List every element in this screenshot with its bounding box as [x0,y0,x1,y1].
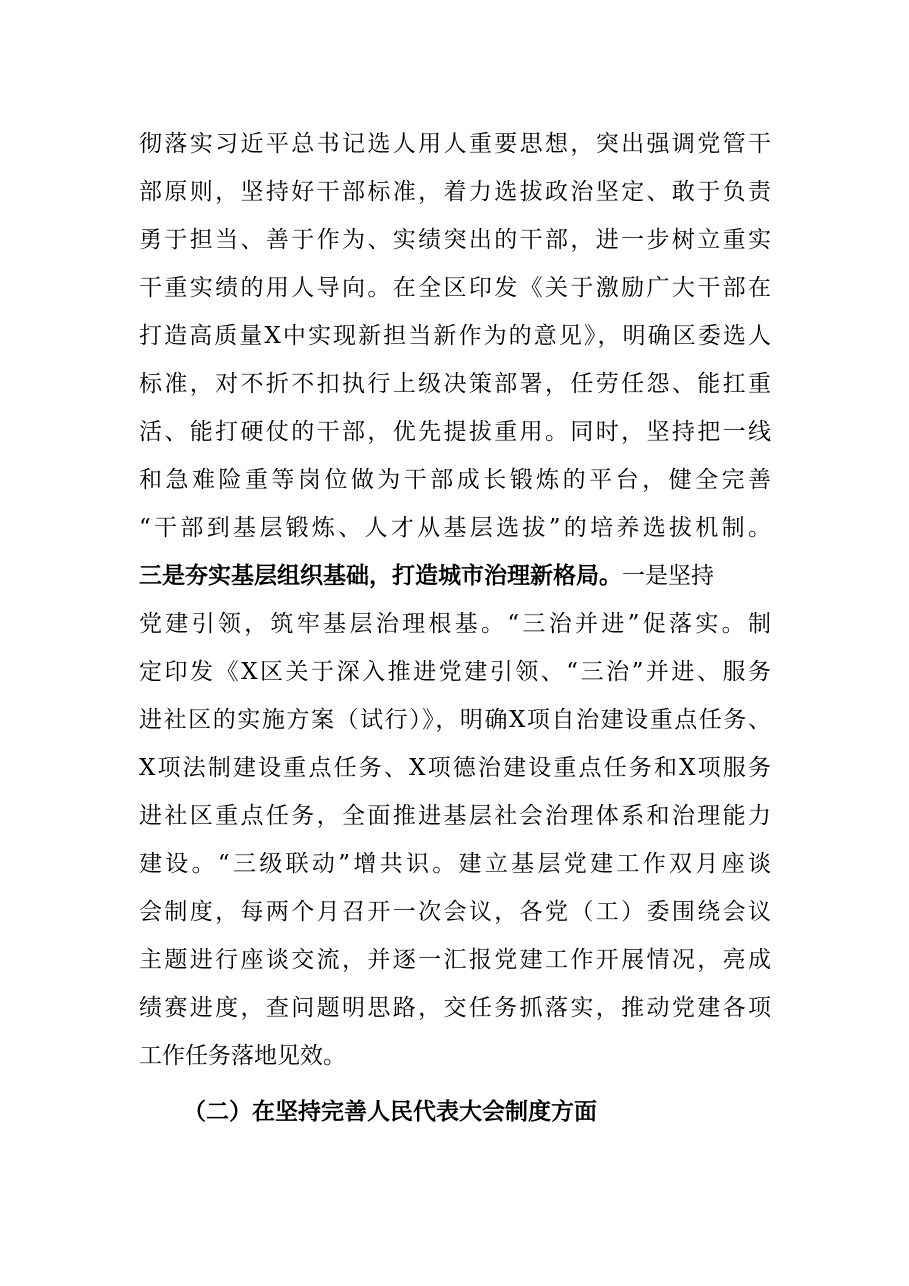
paragraph-line: 会制度，每两个月召开一次会议，各党（工）委围绕会议 [139,899,771,925]
subsection-heading: （二）在坚持完善人民代表大会制度方面 [183,1098,597,1125]
paragraph-line: 主题进行座谈交流，并逐一汇报党建工作开展情况，亮成 [139,947,771,973]
paragraph-line: 党建引领，筑牢基层治理根基。“三治并进”促落实。制 [139,611,771,637]
paragraph-line: 干重实绩的用人导向。在全区印发《关于激励广大干部在 [139,275,771,301]
paragraph-line: 彻落实习近平总书记选人用人重要思想，突出强调党管干 [139,131,771,157]
paragraph-line: X项法制建设重点任务、X项德治建设重点任务和X项服务 [139,755,771,781]
paragraph-line: 工作任务落地见效。 [139,1043,346,1069]
paragraph-line: 进社区重点任务，全面推进基层社会治理体系和治理能力 [139,803,771,829]
paragraph-line: 勇于担当、善于作为、实绩突出的干部，进一步树立重实 [139,227,771,253]
paragraph-line: 和急难险重等岗位做为干部成长锻炼的平台，健全完善 [139,467,771,493]
section-lead-line [139,556,714,596]
paragraph-line: 绩赛进度，查问题明思路，交任务抓落实，推动党建各项 [139,995,771,1021]
section-heading-bold: 三是夯实基层组织基础，打造城市治理新格局。 [139,562,622,589]
section-lead-rest: 一是坚持 [622,563,714,589]
paragraph-line: 标准，对不折不扣执行上级决策部署，任劳任怨、能扛重 [139,371,771,397]
paragraph-line: 进社区的实施方案（试行）》，明确X项自治建设重点任务、 [139,707,771,733]
paragraph-line: 打造高质量X中实现新担当新作为的意见》，明确区委选人 [139,323,771,349]
paragraph-line: 部原则，坚持好干部标准，着力选拔政治坚定、敢于负责 [139,179,771,205]
paragraph-line: 定印发《X区关于深入推进党建引领、“三治”并进、服务 [139,659,771,685]
paragraph-line: 建设。“三级联动”增共识。建立基层党建工作双月座谈 [139,851,771,877]
paragraph-line: 活、能打硬仗的干部，优先提拔重用。同时，坚持把一线 [139,419,771,445]
paragraph-line: “干部到基层锻炼、人才从基层选拔”的培养选拔机制。 [139,515,771,541]
